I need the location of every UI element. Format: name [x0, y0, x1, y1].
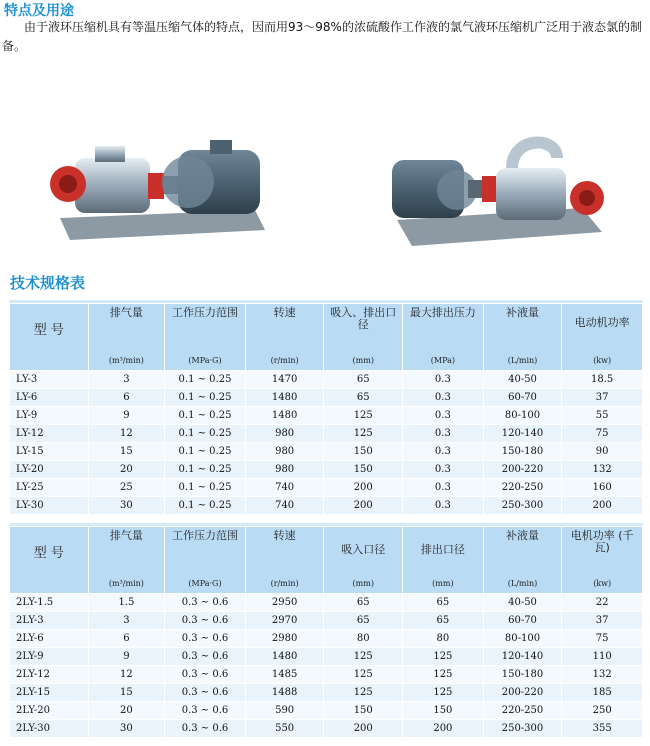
cell-diameter: 65	[324, 612, 402, 629]
cell-makeup-liquid: 200-220	[484, 461, 562, 478]
cell-makeup-liquid: 40-50	[484, 371, 562, 388]
cell-pressure-or-diameter: 0.3	[403, 407, 483, 424]
cell-pressure-or-diameter: 65	[403, 612, 483, 629]
table-row	[10, 461, 642, 478]
cell-motor-power: 37	[562, 612, 642, 629]
cell-motor-power: 355	[562, 720, 642, 737]
cell-diameter: 125	[324, 648, 402, 665]
cell-pressure-or-diameter: 0.3	[403, 389, 483, 406]
cell-makeup-liquid: 60-70	[484, 389, 562, 406]
cell-displacement: 9	[89, 407, 165, 424]
cell-motor-power: 90	[562, 443, 642, 460]
cell-model: LY-25	[10, 479, 88, 496]
cell-pressure-or-diameter: 200	[403, 720, 483, 737]
cell-displacement: 12	[89, 666, 165, 683]
cell-speed: 740	[246, 497, 324, 514]
cell-pressure-range: 0.1 ~ 0.25	[165, 497, 245, 514]
header-pressure-range: 工作压力范围 (MPa·G)	[165, 527, 245, 593]
header-motor-power: 电动机功率 (kw)	[562, 304, 642, 370]
cell-model: 2LY-9	[10, 648, 88, 665]
cell-diameter: 125	[324, 666, 402, 683]
cell-pressure-or-diameter: 0.3	[403, 497, 483, 514]
cell-speed: 1470	[246, 371, 324, 388]
cell-diameter: 150	[324, 461, 402, 478]
cell-pressure-range: 0.3 ~ 0.6	[165, 630, 245, 647]
cell-speed: 1480	[246, 648, 324, 665]
cell-pressure-range: 0.3 ~ 0.6	[165, 594, 245, 611]
cell-pressure-range: 0.1 ~ 0.25	[165, 443, 245, 460]
cell-pressure-or-diameter: 0.3	[403, 461, 483, 478]
cell-model: LY-6	[10, 389, 88, 406]
cell-motor-power: 132	[562, 666, 642, 683]
cell-pressure-or-diameter: 150	[403, 702, 483, 719]
cell-diameter: 150	[324, 702, 402, 719]
header-suction-diameter: 吸入口径 (mm)	[324, 527, 402, 593]
compressor-photo-left	[40, 118, 280, 258]
cell-motor-power: 110	[562, 648, 642, 665]
cell-pressure-or-diameter: 125	[403, 648, 483, 665]
cell-displacement: 6	[89, 389, 165, 406]
spec-table-2ly	[9, 526, 643, 738]
cell-motor-power: 160	[562, 479, 642, 496]
cell-model: 2LY-1.5	[10, 594, 88, 611]
cell-model: 2LY-12	[10, 666, 88, 683]
cell-makeup-liquid: 60-70	[484, 612, 562, 629]
cell-diameter: 125	[324, 425, 402, 442]
features-heading: 特点及用途	[4, 3, 74, 19]
cell-speed: 980	[246, 461, 324, 478]
cell-speed: 1485	[246, 666, 324, 683]
cell-diameter: 125	[324, 684, 402, 701]
cell-diameter: 80	[324, 630, 402, 647]
header-pressure-range: 工作压力范围 (MPa·G)	[165, 304, 245, 370]
cell-pressure-range: 0.3 ~ 0.6	[165, 648, 245, 665]
cell-diameter: 65	[324, 594, 402, 611]
cell-pressure-or-diameter: 0.3	[403, 425, 483, 442]
table-row	[10, 612, 642, 629]
cell-pressure-or-diameter: 0.3	[403, 479, 483, 496]
cell-pressure-or-diameter: 125	[403, 684, 483, 701]
cell-model: 2LY-6	[10, 630, 88, 647]
header-motor-power: 电机功率 (千瓦) (kw)	[562, 527, 642, 593]
table-row	[10, 479, 642, 496]
header-speed: 转速 (r/min)	[246, 527, 324, 593]
cell-makeup-liquid: 150-180	[484, 666, 562, 683]
cell-pressure-range: 0.1 ~ 0.25	[165, 389, 245, 406]
cell-motor-power: 200	[562, 497, 642, 514]
cell-diameter: 125	[324, 407, 402, 424]
cell-makeup-liquid: 250-300	[484, 497, 562, 514]
table-row	[10, 371, 642, 388]
cell-model: LY-12	[10, 425, 88, 442]
header-model: 型 号	[10, 304, 88, 370]
table-row	[10, 443, 642, 460]
cell-speed: 1480	[246, 407, 324, 424]
cell-speed: 740	[246, 479, 324, 496]
cell-pressure-range: 0.1 ~ 0.25	[165, 371, 245, 388]
table-row	[10, 684, 642, 701]
cell-makeup-liquid: 80-100	[484, 630, 562, 647]
cell-motor-power: 75	[562, 425, 642, 442]
cell-makeup-liquid: 120-140	[484, 648, 562, 665]
cell-displacement: 25	[89, 479, 165, 496]
table-row	[10, 702, 642, 719]
cell-pressure-range: 0.1 ~ 0.25	[165, 461, 245, 478]
compressor-photo-right	[382, 128, 622, 253]
cell-speed: 550	[246, 720, 324, 737]
cell-makeup-liquid: 150-180	[484, 443, 562, 460]
header-model: 型 号	[10, 527, 88, 593]
cell-motor-power: 37	[562, 389, 642, 406]
cell-motor-power: 18.5	[562, 371, 642, 388]
cell-pressure-range: 0.3 ~ 0.6	[165, 702, 245, 719]
cell-displacement: 15	[89, 684, 165, 701]
cell-model: LY-3	[10, 371, 88, 388]
table-row	[10, 497, 642, 514]
cell-diameter: 200	[324, 720, 402, 737]
cell-pressure-range: 0.3 ~ 0.6	[165, 612, 245, 629]
cell-speed: 980	[246, 443, 324, 460]
table-row	[10, 630, 642, 647]
cell-pressure-range: 0.1 ~ 0.25	[165, 407, 245, 424]
cell-motor-power: 55	[562, 407, 642, 424]
table-row	[10, 666, 642, 683]
cell-motor-power: 22	[562, 594, 642, 611]
cell-makeup-liquid: 220-250	[484, 479, 562, 496]
spec-table-ly	[9, 303, 643, 515]
cell-model: 2LY-20	[10, 702, 88, 719]
cell-displacement: 6	[89, 630, 165, 647]
cell-model: LY-15	[10, 443, 88, 460]
cell-displacement: 12	[89, 425, 165, 442]
cell-model: 2LY-15	[10, 684, 88, 701]
cell-motor-power: 250	[562, 702, 642, 719]
cell-displacement: 30	[89, 497, 165, 514]
cell-pressure-range: 0.1 ~ 0.25	[165, 425, 245, 442]
cell-speed: 2950	[246, 594, 324, 611]
cell-speed: 2980	[246, 630, 324, 647]
cell-pressure-or-diameter: 0.3	[403, 443, 483, 460]
cell-pressure-or-diameter: 80	[403, 630, 483, 647]
cell-makeup-liquid: 250-300	[484, 720, 562, 737]
cell-pressure-or-diameter: 125	[403, 666, 483, 683]
table-row	[10, 648, 642, 665]
cell-model: 2LY-30	[10, 720, 88, 737]
header-port-diameter: 吸入、排出口径 (mm)	[324, 304, 402, 370]
specs-heading: 技术规格表	[10, 274, 86, 292]
cell-speed: 980	[246, 425, 324, 442]
cell-displacement: 9	[89, 648, 165, 665]
cell-motor-power: 185	[562, 684, 642, 701]
table-row	[10, 407, 642, 424]
cell-motor-power: 132	[562, 461, 642, 478]
table-row	[10, 720, 642, 737]
header-displacement: 排气量 (m³/min)	[89, 527, 165, 593]
cell-displacement: 20	[89, 702, 165, 719]
intro-paragraph: 由于液环压缩机具有等温压缩气体的特点，因而用93～98%的浓硫酸作工作液的氯气液环压缩机广泛用于液态氯的制备。	[2, 20, 642, 53]
table-row	[10, 425, 642, 442]
cell-diameter: 65	[324, 371, 402, 388]
table-row	[10, 594, 642, 611]
cell-displacement: 1.5	[89, 594, 165, 611]
cell-displacement: 15	[89, 443, 165, 460]
cell-displacement: 3	[89, 371, 165, 388]
cell-diameter: 200	[324, 479, 402, 496]
cell-displacement: 3	[89, 612, 165, 629]
cell-makeup-liquid: 40-50	[484, 594, 562, 611]
header-max-discharge-pressure: 最大排出压力 (MPa)	[403, 304, 483, 370]
cell-model: LY-20	[10, 461, 88, 478]
header-makeup-liquid: 补液量 (L/min)	[484, 304, 562, 370]
cell-pressure-or-diameter: 0.3	[403, 371, 483, 388]
cell-makeup-liquid: 200-220	[484, 684, 562, 701]
cell-displacement: 20	[89, 461, 165, 478]
cell-diameter: 65	[324, 389, 402, 406]
cell-pressure-range: 0.1 ~ 0.25	[165, 479, 245, 496]
header-speed: 转速 (r/min)	[246, 304, 324, 370]
cell-speed: 1488	[246, 684, 324, 701]
table-row	[10, 389, 642, 406]
cell-makeup-liquid: 120-140	[484, 425, 562, 442]
cell-model: LY-9	[10, 407, 88, 424]
cell-pressure-range: 0.3 ~ 0.6	[165, 684, 245, 701]
header-makeup-liquid: 补液量 (L/min)	[484, 527, 562, 593]
cell-pressure-or-diameter: 65	[403, 594, 483, 611]
cell-makeup-liquid: 80-100	[484, 407, 562, 424]
cell-speed: 1480	[246, 389, 324, 406]
cell-model: 2LY-3	[10, 612, 88, 629]
cell-pressure-range: 0.3 ~ 0.6	[165, 720, 245, 737]
cell-speed: 2970	[246, 612, 324, 629]
header-displacement: 排气量 (m³/min)	[89, 304, 165, 370]
header-discharge-diameter: 排出口径 (mm)	[403, 527, 483, 593]
cell-pressure-range: 0.3 ~ 0.6	[165, 666, 245, 683]
cell-displacement: 30	[89, 720, 165, 737]
cell-motor-power: 75	[562, 630, 642, 647]
cell-diameter: 200	[324, 497, 402, 514]
cell-speed: 590	[246, 702, 324, 719]
cell-makeup-liquid: 220-250	[484, 702, 562, 719]
cell-diameter: 150	[324, 443, 402, 460]
cell-model: LY-30	[10, 497, 88, 514]
